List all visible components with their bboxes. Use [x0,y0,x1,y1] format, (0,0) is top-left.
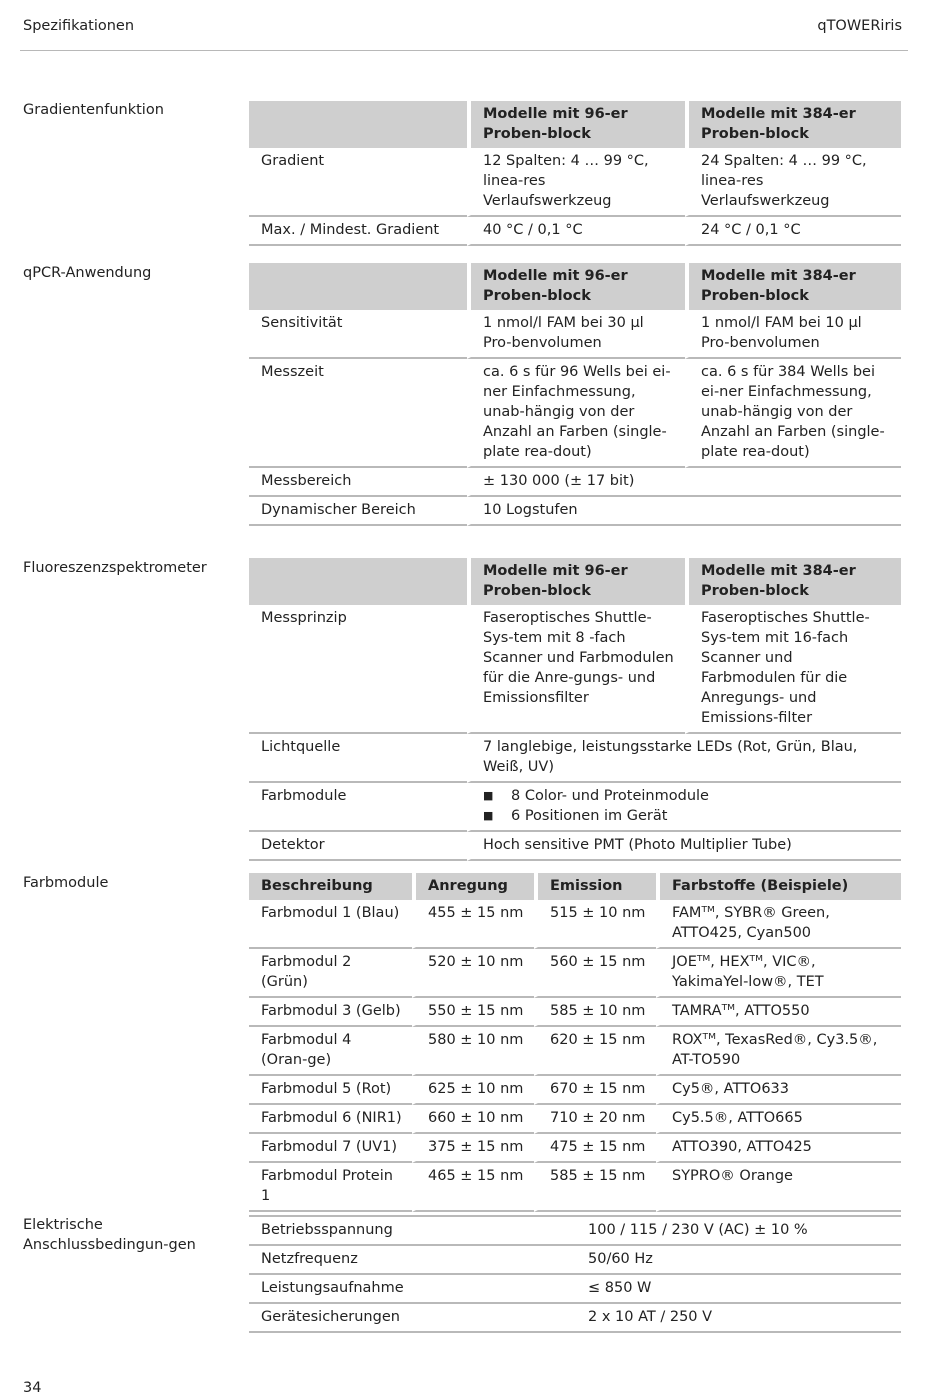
table-row [249,359,901,468]
table-row [249,1027,901,1076]
list-item: ■ 8 Color- und Proteinmodule [483,786,891,806]
module-emission: 585 ± 15 nm [534,1163,656,1212]
row-name: Leistungsaufnahme [249,1275,576,1304]
table-row [249,148,901,217]
module-excitation: 465 ± 15 nm [412,1163,534,1212]
section-label-modules: Farbmodule [23,875,109,891]
table-row [249,1246,901,1275]
module-dyes: Cy5.5®, ATTO665 [656,1105,901,1134]
module-dyes: SYPRO® Orange [656,1163,901,1212]
module-emission: 475 ± 15 nm [534,1134,656,1163]
table-header-row [249,873,901,900]
module-excitation: 550 ± 15 nm [412,998,534,1027]
table-row [249,1304,901,1333]
value-384: 24 °C / 0,1 °C [685,217,901,246]
header-cell: Farbstoffe (Beispiele) [656,873,901,900]
module-description: Farbmodul Protein 1 [249,1163,412,1212]
page-number: 34 [23,1380,42,1396]
table-row [249,949,901,998]
module-excitation: 375 ± 15 nm [412,1134,534,1163]
table-row [249,1275,901,1304]
module-emission: 620 ± 15 nm [534,1027,656,1076]
table-row [249,310,901,359]
header-divider [20,50,908,51]
module-emission: 515 ± 10 nm [534,900,656,949]
table-row [249,783,901,832]
module-description: Farbmodul 4 (Oran-ge) [249,1027,412,1076]
header-cell-384: Modelle mit 384-er Proben-block [685,558,901,605]
module-description: Farbmodul 6 (NIR1) [249,1105,412,1134]
value-span: ± 130 000 (± 17 bit) [467,468,901,497]
table-row [249,998,901,1027]
row-value: 50/60 Hz [576,1246,901,1275]
row-name: Lichtquelle [249,734,467,783]
header-section-title: Spezifikationen [23,18,135,34]
row-name: Max. / Mindest. Gradient [249,217,467,246]
module-excitation: 520 ± 10 nm [412,949,534,998]
header-cell: Anregung [412,873,534,900]
header-product-name: qTOWERiris [817,18,902,34]
module-excitation: 455 ± 15 nm [412,900,534,949]
table-row [249,497,901,526]
table-row [249,1134,901,1163]
header-cell-empty [249,263,467,310]
row-name: Messprinzip [249,605,467,734]
header-cell-96: Modelle mit 96-er Proben-block [467,558,685,605]
table-row [249,468,901,497]
module-excitation: 660 ± 10 nm [412,1105,534,1134]
value-span: Hoch sensitive PMT (Photo Multiplier Tube) [467,832,901,861]
module-dyes: Cy5®, ATTO633 [656,1076,901,1105]
module-emission: 670 ± 15 nm [534,1076,656,1105]
value-384: ca. 6 s für 384 Wells bei ei-ner Einfachmessung, unab-hängig von der Anzahl an Farben (single-plate rea-dout) [685,359,901,468]
module-emission: 710 ± 20 nm [534,1105,656,1134]
gradient-table [249,101,901,246]
module-description: Farbmodul 3 (Gelb) [249,998,412,1027]
value-span: 7 langlebige, leistungsstarke LEDs (Rot, Grün, Blau, Weiß, UV) [467,734,901,783]
value-96: Faseroptisches Shuttle-Sys-tem mit 8 -fach Scanner und Farbmodulen für die Anre-gungs- und Emissionsfilter [467,605,685,734]
table-header-row [249,263,901,310]
row-name: Messbereich [249,468,467,497]
table-row [249,217,901,246]
value-384: 1 nmol/l FAM bei 10 µl Pro-benvolumen [685,310,901,359]
table-row [249,1163,901,1212]
table-row [249,605,901,734]
row-name: Farbmodule [249,783,467,832]
electrical-table [249,1215,901,1333]
bullet-list [483,786,891,826]
table-row [249,832,901,861]
table-row [249,1105,901,1134]
module-description: Farbmodul 5 (Rot) [249,1076,412,1105]
module-description: Farbmodul 7 (UV1) [249,1134,412,1163]
value-span: 10 Logstufen [467,497,901,526]
header-cell-96: Modelle mit 96-er Proben-block [467,263,685,310]
value-96: 12 Spalten: 4 … 99 °C, linea-res Verlaufswerkzeug [467,148,685,217]
value-96: 1 nmol/l FAM bei 30 µl Pro-benvolumen [467,310,685,359]
row-value: 100 / 115 / 230 V (AC) ± 10 % [576,1215,901,1246]
module-dyes: ROXᵀᴹ, TexasRed®, Cy3.5®, AT-TO590 [656,1027,901,1076]
header-cell-empty [249,101,467,148]
row-value: ≤ 850 W [576,1275,901,1304]
module-dyes: FAMᵀᴹ, SYBR® Green, ATTO425, Cyan500 [656,900,901,949]
section-label-gradient: Gradientenfunktion [23,102,164,118]
table-row [249,1076,901,1105]
module-description: Farbmodul 1 (Blau) [249,900,412,949]
value-list [467,783,901,832]
row-name: Sensitivität [249,310,467,359]
table-row [249,734,901,783]
module-excitation: 625 ± 10 nm [412,1076,534,1105]
row-name: Netzfrequenz [249,1246,576,1275]
module-emission: 585 ± 10 nm [534,998,656,1027]
row-name: Gradient [249,148,467,217]
header-cell: Beschreibung [249,873,412,900]
row-name: Messzeit [249,359,467,468]
header-cell: Emission [534,873,656,900]
list-item: ■ 6 Positionen im Gerät [483,806,891,826]
header-cell-empty [249,558,467,605]
value-96: 40 °C / 0,1 °C [467,217,685,246]
row-value: 2 x 10 AT / 250 V [576,1304,901,1333]
row-name: Betriebsspannung [249,1215,576,1246]
header-cell-384: Modelle mit 384-er Proben-block [685,263,901,310]
section-label-fluorescence: Fluoreszenzspektrometer [23,560,207,576]
module-dyes: JOEᵀᴹ, HEXᵀᴹ, VIC®, YakimaYel-low®, TET [656,949,901,998]
module-excitation: 580 ± 10 nm [412,1027,534,1076]
table-header-row [249,101,901,148]
module-emission: 560 ± 15 nm [534,949,656,998]
header-cell-96: Modelle mit 96-er Proben-block [467,101,685,148]
table-row [249,900,901,949]
modules-table [249,873,901,1212]
qpcr-table [249,263,901,526]
table-header-row [249,558,901,605]
section-label-electrical: Elektrische Anschlussbedingun-gen [23,1217,196,1253]
fluorescence-table [249,558,901,861]
header-cell-384: Modelle mit 384-er Proben-block [685,101,901,148]
module-description: Farbmodul 2 (Grün) [249,949,412,998]
section-label-qpcr: qPCR-Anwendung [23,265,152,281]
table-row [249,1215,901,1246]
module-dyes: ATTO390, ATTO425 [656,1134,901,1163]
row-name: Gerätesicherungen [249,1304,576,1333]
value-384: 24 Spalten: 4 … 99 °C, linea-res Verlaufswerkzeug [685,148,901,217]
value-96: ca. 6 s für 96 Wells bei ei-ner Einfachmessung, unab-hängig von der Anzahl an Farben (single-plate rea-dout) [467,359,685,468]
row-name: Dynamischer Bereich [249,497,467,526]
row-name: Detektor [249,832,467,861]
module-dyes: TAMRAᵀᴹ, ATTO550 [656,998,901,1027]
value-384: Faseroptisches Shuttle-Sys-tem mit 16-fach Scanner und Farbmodulen für die Anregungs- und Emissions-filter [685,605,901,734]
